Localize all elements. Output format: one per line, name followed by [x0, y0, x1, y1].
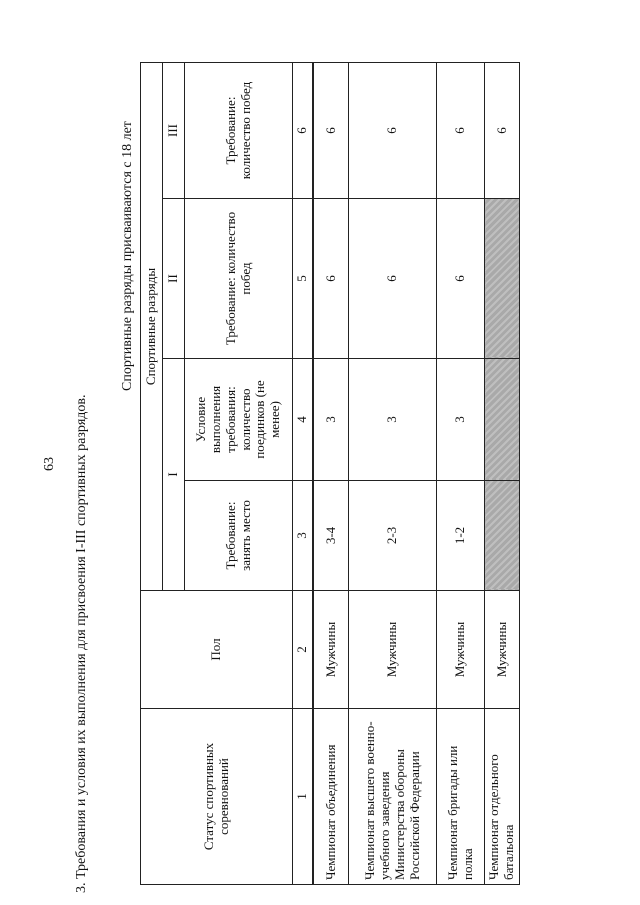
cell-wins-3: 6 [437, 63, 485, 199]
header-rank-3: III [163, 63, 185, 199]
header-rank-1: I [163, 359, 185, 591]
page-number: 63 [42, 457, 57, 471]
cell-wins-2: 6 [313, 199, 349, 359]
cell-wins-2-shaded [485, 199, 520, 359]
cell-gender: Мужчины [313, 591, 349, 709]
cell-place: 1-2 [437, 481, 485, 591]
rotated-page [42, 63, 518, 893]
column-number: 6 [293, 63, 313, 199]
column-number: 5 [293, 199, 313, 359]
cell-fights: 3 [313, 359, 349, 481]
cell-wins-3: 6 [313, 63, 349, 199]
column-number: 4 [293, 359, 313, 481]
cell-status: Чемпионат объединения [313, 709, 349, 885]
header-status: Статус спортивных соревнований [141, 709, 293, 885]
header-rank-2: II [163, 199, 185, 359]
cell-wins-3: 6 [485, 63, 520, 199]
cell-wins-3: 6 [349, 63, 437, 199]
column-number: 1 [293, 709, 313, 885]
cell-fights-shaded [485, 359, 520, 481]
cell-fights: 3 [437, 359, 485, 481]
table-row [349, 63, 437, 885]
cell-place: 2-3 [349, 481, 437, 591]
cell-place-shaded [485, 481, 520, 591]
cell-status: Чемпионат высшего военно-учебного заведения Министерства обороны Российской Федерации [349, 709, 437, 885]
ranks-table [140, 62, 520, 885]
header-req-wins-3: Требование: количество побед [185, 63, 293, 199]
column-number: 2 [293, 591, 313, 709]
cell-wins-2: 6 [437, 199, 485, 359]
cell-status: Чемпионат бригады или полка [437, 709, 485, 885]
header-req-place: Требование: занять место [185, 481, 293, 591]
cell-fights: 3 [349, 359, 437, 481]
header-sport-ranks: Спортивные разряды [141, 63, 163, 591]
section-heading: 3. Требования и условия их выполнения для присвоения I-III спортивных разрядов. [74, 394, 89, 893]
table-row [485, 63, 520, 885]
cell-place: 3-4 [313, 481, 349, 591]
table-row [313, 63, 349, 885]
column-number: 3 [293, 481, 313, 591]
cell-wins-2: 6 [349, 199, 437, 359]
cell-gender: Мужчины [437, 591, 485, 709]
cell-status: Чемпионат отдельного батальона [485, 709, 520, 885]
header-cond-fights: Условие выполнения требования: количество поединков (не менее) [185, 359, 293, 481]
table-caption: Спортивные разряды присваиваются с 18 лет [120, 121, 135, 391]
table-row [437, 63, 485, 885]
cell-gender: Мужчины [349, 591, 437, 709]
header-gender: Пол [141, 591, 293, 709]
cell-gender: Мужчины [485, 591, 520, 709]
header-req-wins-2: Требование: количество побед [185, 199, 293, 359]
